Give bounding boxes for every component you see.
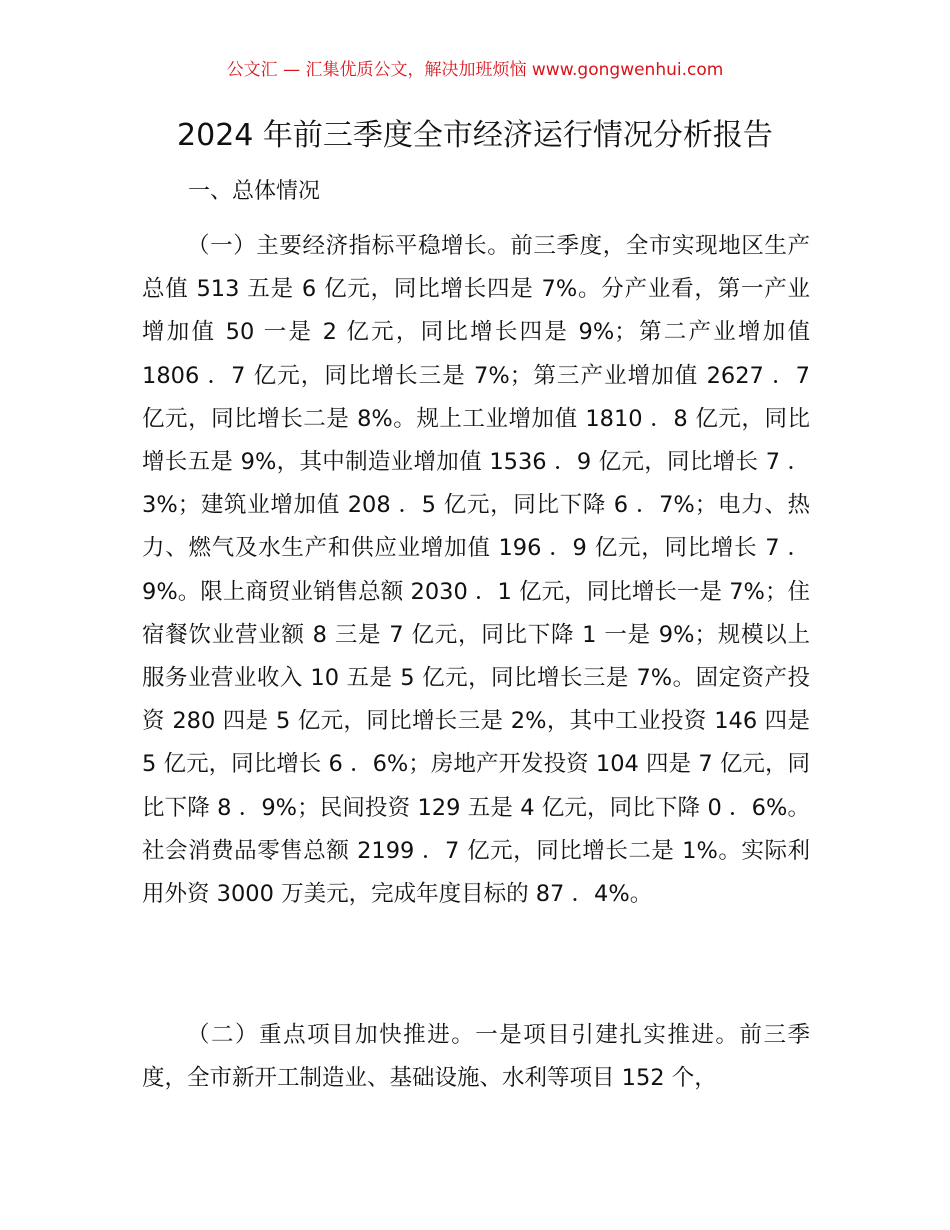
watermark-header: 公文汇 — 汇集优质公文，解决加班烦恼 www.gongwenhui.com bbox=[226, 60, 724, 80]
paragraph-key-projects: （二）重点项目加快推进。一是项目引建扎实推进。前三季度，全市新开工制造业、基础设施、水利等项目 152 个， bbox=[142, 1022, 810, 1092]
paragraph-economic-indicators: （一）主要经济指标平稳增长。前三季度，全市实现地区生产总值 513 五是 6 亿元，同比增长四是 7%。分产业看，第一产业增加值 50 一是 2 亿元，同比增长四是 9%；第二产业增加值 1806 ．7 亿元，同比增长三是 7%；第三产业增加值 2627 ．7 亿元，同比增长二是 8%。规上工业增加值 1810 ．8 亿元，同比增长五是 9%，其中制造业增加值 1536 ．9 亿元，同比增长 7 ．3%；建筑业增加值 208 ．5 亿元，同比下降 6 ．7%；电力、热力、燃气及水生产和供应业增加值 196 ．9 亿元，同比增长 7 ．9%。限上商贸业销售总额 2030 ．1 亿元，同比增长一是 7%；住宿餐饮业营业额 8 三是 7 亿元，同比下降 1 一是 9%；规模以上服务业营业收入 10 五是 5 亿元，同比增长三是 7%。固定资产投资 280 四是 5 亿元，同比增长三是 2%，其中工业投资 146 四是 5 亿元，同比增长 6 ．6%；房地产开发投资 104 四是 7 亿元，同比下降 8 ．9%；民间投资 129 五是 4 亿元，同比下降 0 ．6%。社会消费品零售总额 2199 ．7 亿元，同比增长二是 1%。实际利用外资 3000 万美元，完成年度目标的 87 ．4%。 bbox=[142, 233, 810, 908]
document-title: 2024 年前三季度全市经济运行情况分析报告 bbox=[177, 118, 773, 153]
section-heading: 一、总体情况 bbox=[188, 179, 321, 204]
